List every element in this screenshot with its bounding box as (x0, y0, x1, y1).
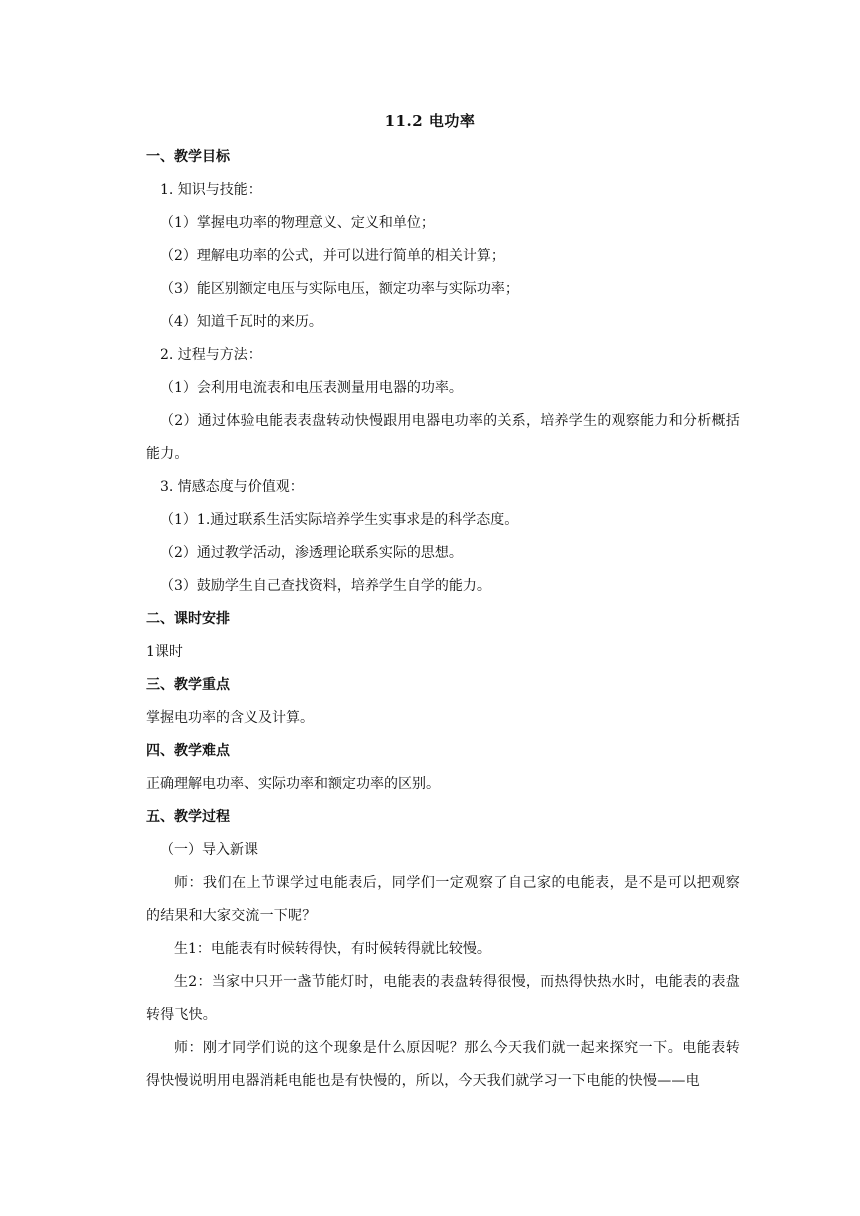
process-item: （2）通过体验电能表表盘转动快慢跟用电器电功率的关系，培养学生的观察能力和分析概括能力。 (146, 413, 740, 462)
knowledge-item: （2）理解电功率的公式，并可以进行简单的相关计算； (160, 248, 505, 264)
intro-heading: （一）导入新课 (160, 842, 258, 858)
knowledge-item: （4）知道千瓦时的来历。 (160, 314, 323, 330)
knowledge-item: （3）能区别额定电压与实际电压，额定功率与实际功率； (160, 281, 519, 297)
schedule-text: 1课时 (146, 644, 183, 660)
key-text: 掌握电功率的含义及计算。 (146, 710, 314, 726)
dialogue-paragraph: 生2：当家中只开一盏节能灯时，电能表的表盘转得很慢，而热得快热水时，电能表的表盘转得飞快。 (146, 974, 740, 1023)
goals-heading: 一、教学目标 (146, 149, 230, 165)
knowledge-item: （1）掌握电功率的物理意义、定义和单位； (160, 215, 435, 231)
attitude-item: （2）通过教学活动，渗透理论联系实际的思想。 (160, 545, 463, 561)
knowledge-heading: 1. 知识与技能： (160, 182, 262, 198)
difficulty-heading: 四、教学难点 (146, 743, 230, 759)
attitude-heading: 3. 情感态度与价值观： (160, 479, 304, 495)
attitude-item: （3）鼓励学生自己查找资料，培养学生自学的能力。 (160, 578, 491, 594)
process-item: （1）会利用电流表和电压表测量用电器的功率。 (160, 380, 463, 396)
dialogue-paragraph: 师：我们在上节课学过电能表后，同学们一定观察了自己家的电能表，是不是可以把观察的结果和大家交流一下呢？ (146, 875, 740, 924)
process-heading: 2. 过程与方法： (160, 347, 262, 363)
attitude-item: （1）1.通过联系生活实际培养学生实事求是的科学态度。 (160, 512, 519, 528)
document-body (146, 146, 740, 1103)
teaching-process-heading: 五、教学过程 (146, 809, 230, 825)
dialogue-paragraph: 师：刚才同学们说的这个现象是什么原因呢？那么今天我们就一起来探究一下。电能表转得快慢说明用电器消耗电能也是有快慢的，所以，今天我们就学习一下电能的快慢——电 (146, 1040, 740, 1089)
page-title: 11.2 电功率 (384, 112, 476, 130)
key-heading: 三、教学重点 (146, 677, 230, 693)
dialogue-paragraph: 生1：电能表有时候转得快，有时候转得就比较慢。 (174, 941, 491, 957)
difficulty-text: 正确理解电功率、实际功率和额定功率的区别。 (146, 776, 440, 792)
schedule-heading: 二、课时安排 (146, 611, 230, 627)
